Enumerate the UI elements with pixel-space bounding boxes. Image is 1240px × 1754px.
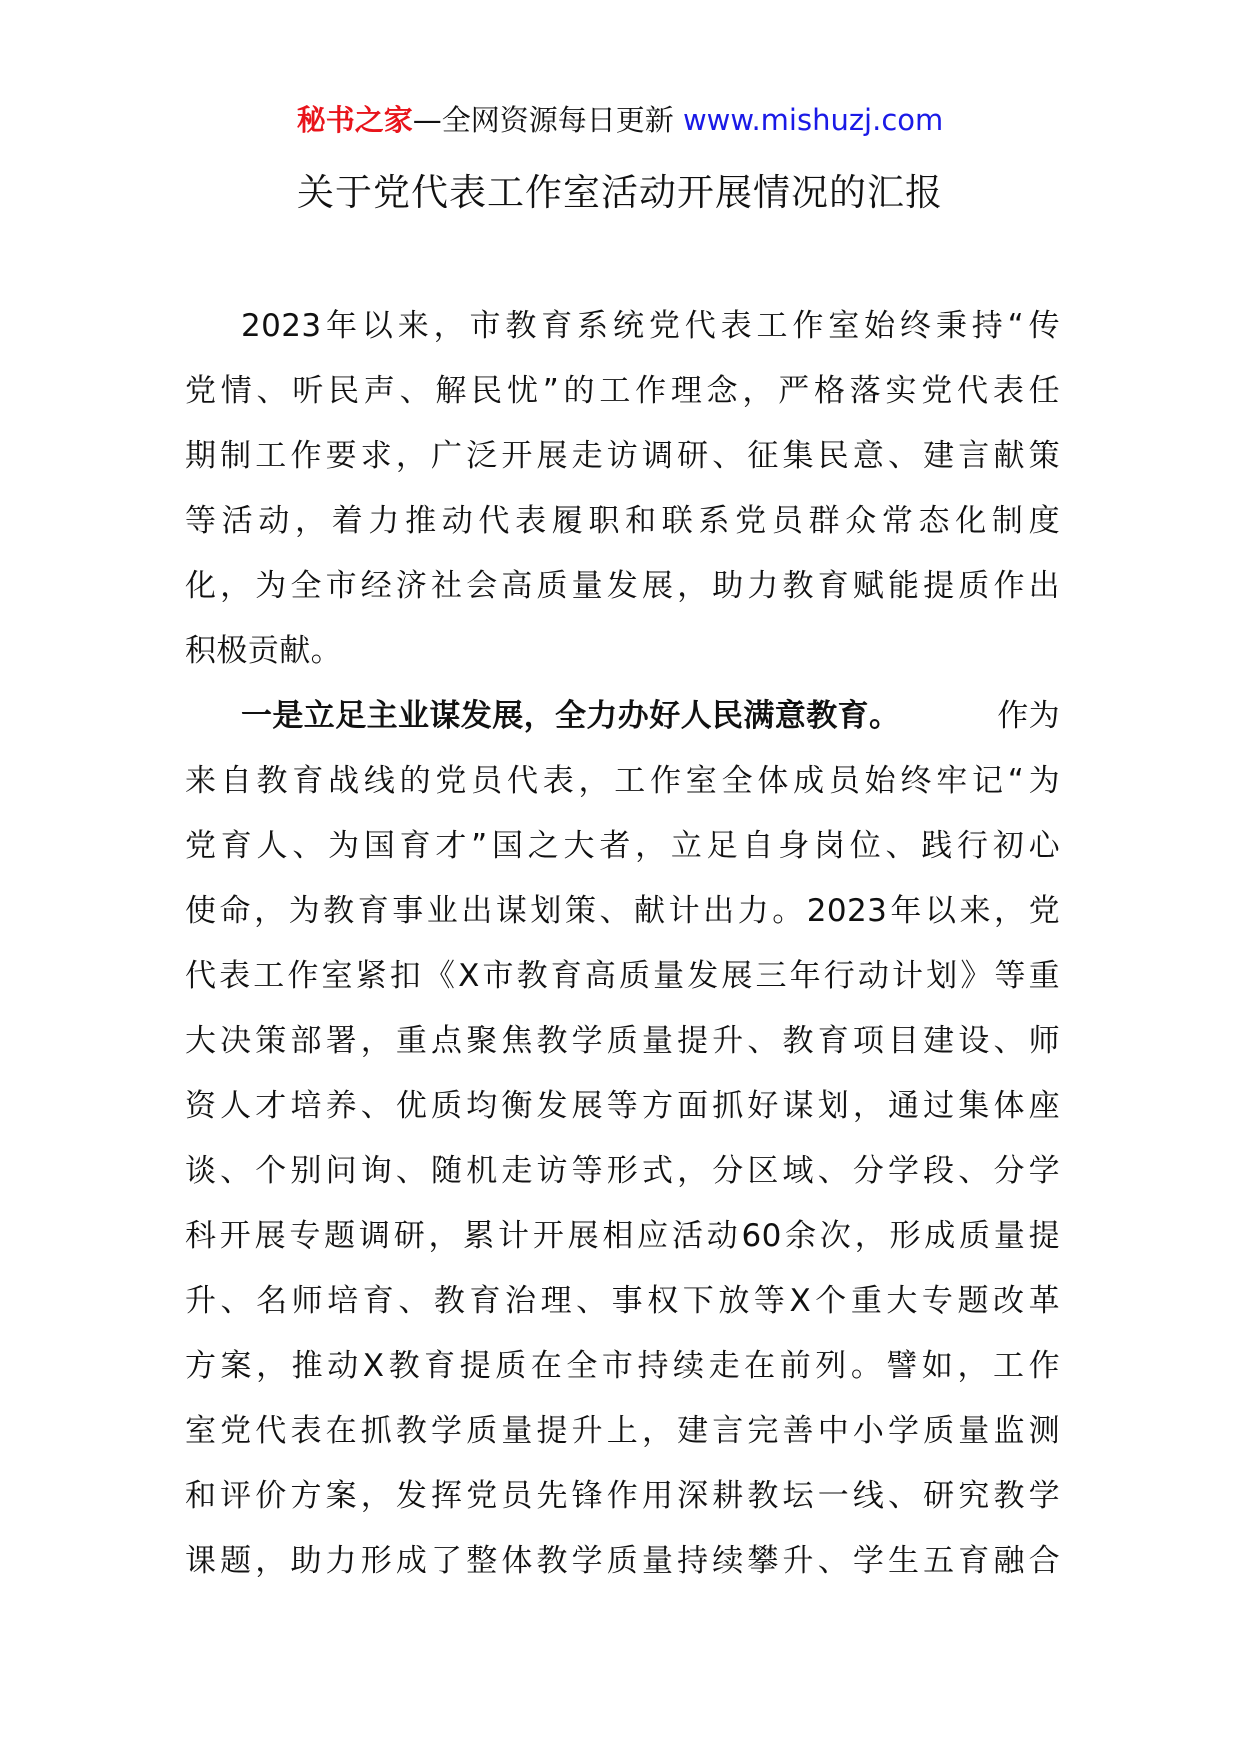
text-line: 来自教育战线的党员代表，工作室全体成员始终牢记“为: [185, 763, 1060, 799]
site-url-link[interactable]: www.mishuzj.com: [682, 103, 944, 137]
document-title: 关于党代表工作室活动开展情况的汇报: [297, 171, 943, 214]
text-line: 化，为全市经济社会高质量发展，助力教育赋能提质作出: [185, 568, 1060, 604]
text-line: 科开展专题调研，累计开展相应活动60余次，形成质量提: [185, 1218, 1060, 1254]
text-line: 使命，为教育事业出谋划策、献计出力。2023年以来，党: [185, 893, 1060, 929]
text-line: 党情、听民声、解民忧”的工作理念，严格落实党代表任: [185, 373, 1060, 409]
text-line: 党育人、为国育才”国之大者，立足自身岗位、践行初心: [185, 828, 1060, 864]
text-line: 积极贡献。: [185, 633, 342, 669]
document-body: [185, 294, 1060, 1594]
text-line: 课题，助力形成了整体教学质量持续攀升、学生五育融合: [185, 1543, 1060, 1579]
text-line: 等活动，着力推动代表履职和联系党员群众常态化制度: [185, 503, 1060, 539]
text-line: 期制工作要求，广泛开展走访调研、征集民意、建言献策: [185, 438, 1060, 474]
header-tagline: —全网资源每日更新: [412, 103, 674, 137]
text-line: 和评价方案，发挥党员先锋作用深耕教坛一线、研究教学: [185, 1478, 1060, 1514]
paragraph-section-one: [185, 684, 1060, 1594]
text-line: 室党代表在抓教学质量提升上，建言完善中小学质量监测: [185, 1413, 1060, 1449]
text-line: 谈、个别问询、随机走访等形式，分区域、分学段、分学: [185, 1153, 1060, 1189]
brand-name: 秘书之家: [296, 103, 413, 137]
section-heading: 一是立足主业谋发展，全力办好人民满意教育。: [241, 698, 901, 734]
text-line-first: [185, 684, 1060, 749]
text-line: 2023年以来，市教育系统党代表工作室始终秉持“传: [241, 308, 1060, 344]
site-header: [0, 100, 1240, 140]
text-line: 资人才培养、优质均衡发展等方面抓好谋划，通过集体座: [185, 1088, 1060, 1124]
text-line: 代表工作室紧扣《X市教育高质量发展三年行动计划》等重: [185, 958, 1060, 994]
text-line: 作为: [997, 698, 1060, 734]
text-line: 升、名师培育、教育治理、事权下放等X个重大专题改革: [185, 1283, 1060, 1319]
paragraph-intro: [185, 294, 1060, 684]
text-line: 大决策部署，重点聚焦教学质量提升、教育项目建设、师: [185, 1023, 1060, 1059]
text-line: 方案，推动X教育提质在全市持续走在前列。譬如，工作: [185, 1348, 1060, 1384]
